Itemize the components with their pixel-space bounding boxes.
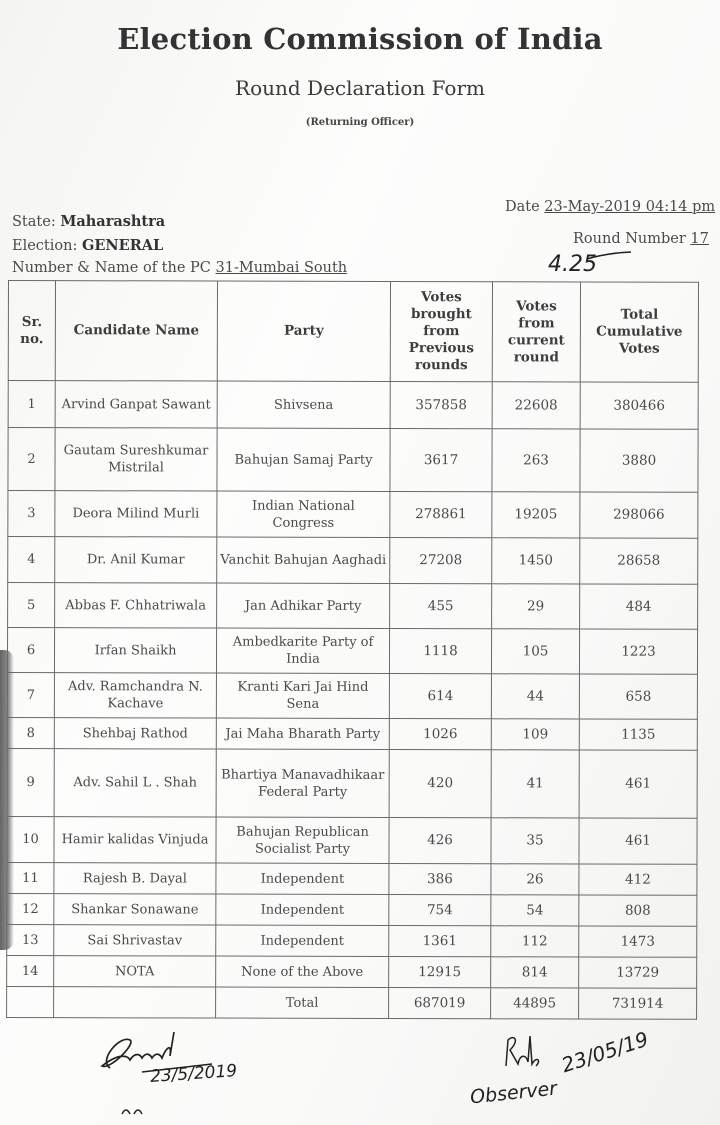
previous-votes-cell: 614 — [389, 674, 491, 719]
total-votes-cell: 298066 — [580, 492, 698, 538]
date-label: Date — [505, 199, 540, 215]
table-row — [8, 428, 698, 493]
candidate-name-cell: Rajesh B. Dayal — [54, 863, 216, 894]
candidate-name-cell: Hamir kalidas Vinjuda — [54, 817, 216, 863]
observer-signature — [500, 1030, 560, 1070]
pc-label: Number & Name of the PC — [12, 260, 211, 276]
total-current: 44895 — [491, 988, 579, 1019]
total-sr-cell — [7, 986, 54, 1017]
form-subtitle: Round Declaration Form — [235, 76, 485, 100]
table-row — [7, 717, 697, 750]
party-cell: Bhartiya Manavadhikaar Federal Party — [216, 749, 389, 817]
handwritten-time: 4.25 — [548, 252, 597, 277]
candidate-name-cell: Deora Milind Murli — [55, 491, 217, 537]
current-votes-cell: 22608 — [492, 382, 580, 429]
current-votes-cell: 29 — [492, 584, 580, 629]
total-votes-cell: 1473 — [579, 926, 697, 957]
table-row — [8, 537, 698, 585]
party-cell: Ambedkarite Party of India — [216, 628, 389, 673]
observer-sign-date: 23/05/19 — [558, 1026, 652, 1078]
current-votes-cell: 105 — [491, 629, 579, 674]
candidate-name-cell: Dr. Anil Kumar — [55, 537, 217, 583]
total-votes-cell: 808 — [579, 895, 697, 926]
table-row — [8, 491, 698, 539]
state-label: State: — [12, 214, 56, 230]
current-votes-cell: 41 — [491, 750, 579, 818]
previous-votes-cell: 357858 — [390, 382, 492, 429]
total-cumulative: 731914 — [579, 988, 697, 1019]
round-value: 17 — [690, 231, 709, 247]
total-votes-cell: 461 — [579, 818, 697, 864]
current-votes-cell: 35 — [491, 818, 579, 864]
previous-votes-cell: 278861 — [390, 492, 492, 538]
previous-votes-cell: 1026 — [389, 718, 491, 749]
sr-cell: 2 — [8, 428, 55, 491]
current-votes-cell: 44 — [491, 674, 579, 719]
current-votes-cell: 263 — [492, 429, 580, 492]
party-cell: Bahujan Republican Socialist Party — [216, 817, 389, 863]
sr-cell: 13 — [7, 924, 54, 955]
election-field — [12, 237, 163, 254]
table-row — [8, 583, 698, 630]
table-row — [7, 816, 697, 864]
officer-role: (Returning Officer) — [305, 117, 415, 128]
candidate-name-cell: Abbas F. Chhatriwala — [55, 583, 217, 628]
table-row — [7, 628, 697, 675]
total-votes-cell: 28658 — [580, 538, 698, 584]
total-votes-cell: 13729 — [579, 957, 697, 988]
votes-table — [6, 280, 699, 1020]
party-cell: Independent — [216, 925, 389, 956]
previous-votes-cell: 27208 — [390, 538, 492, 584]
table-row — [7, 955, 697, 988]
candidate-name-cell: Sai Shrivastav — [54, 925, 216, 956]
sr-cell: 12 — [7, 893, 54, 924]
table-row — [7, 862, 697, 895]
total-row — [7, 986, 697, 1019]
sr-cell: 4 — [8, 537, 55, 583]
column-header: Candidate Name — [55, 281, 217, 381]
party-cell: Vanchit Bahujan Aaghadi — [217, 537, 390, 583]
candidate-name-cell: NOTA — [54, 956, 216, 987]
party-cell: Jan Adhikar Party — [217, 583, 390, 628]
table-row — [8, 381, 698, 430]
state-value: Maharashtra — [60, 213, 166, 230]
total-votes-cell: 461 — [579, 750, 697, 818]
sr-cell: 9 — [7, 748, 54, 816]
total-votes-cell: 1223 — [579, 629, 697, 674]
total-votes-cell: 658 — [579, 674, 697, 719]
total-votes-cell: 412 — [579, 864, 697, 895]
returning-officer-sign-date: 23/5/2019 — [149, 1060, 238, 1088]
round-label: Round Number — [573, 231, 686, 247]
previous-votes-cell: 1361 — [389, 925, 491, 956]
current-votes-cell: 1450 — [492, 538, 580, 584]
table-header-row — [8, 281, 698, 383]
election-label: Election: — [12, 238, 78, 254]
previous-votes-cell: 455 — [390, 584, 492, 629]
sr-cell: 10 — [7, 816, 54, 862]
party-cell: Independent — [216, 863, 389, 894]
candidate-name-cell: Shankar Sonawane — [54, 894, 216, 925]
candidate-name-cell: Gautam Sureshkumar Mistrilal — [55, 428, 217, 491]
column-header: Party — [217, 281, 390, 381]
candidate-name-cell: Shehbaj Rathod — [54, 718, 216, 749]
party-cell: Kranti Kari Jai Hind Sena — [216, 673, 389, 718]
party-cell: None of the Above — [216, 956, 389, 987]
party-cell: Independent — [216, 894, 389, 925]
total-votes-cell: 484 — [580, 584, 698, 629]
total-previous: 687019 — [389, 987, 491, 1018]
candidate-name-cell: Irfan Shaikh — [54, 628, 216, 673]
sr-cell: 11 — [7, 862, 54, 893]
party-cell: Shivsena — [217, 381, 390, 428]
pc-field — [12, 260, 347, 276]
party-cell: Bahujan Samaj Party — [217, 428, 390, 491]
sr-cell: 1 — [8, 381, 55, 428]
candidate-name-cell: Adv. Sahil L . Shah — [54, 749, 216, 817]
pc-value: 31-Mumbai South — [215, 260, 348, 276]
previous-votes-cell: 12915 — [389, 956, 491, 987]
current-votes-cell: 112 — [491, 926, 579, 957]
column-header: Total Cumulative Votes — [580, 282, 698, 382]
total-votes-cell: 3880 — [580, 429, 698, 492]
table-row — [7, 924, 697, 957]
table-row — [7, 672, 697, 719]
total-votes-cell: 380466 — [580, 382, 698, 429]
sr-cell: 6 — [7, 628, 54, 673]
current-votes-cell: 54 — [491, 895, 579, 926]
total-label: Total — [216, 987, 389, 1018]
candidate-name-cell: Adv. Ramchandra N. Kachave — [54, 673, 216, 718]
previous-votes-cell: 754 — [389, 894, 491, 925]
date-value: 23-May-2019 04:14 pm — [544, 199, 716, 215]
sr-cell: 8 — [7, 717, 54, 748]
table-row — [7, 748, 697, 818]
election-value: GENERAL — [81, 237, 164, 254]
current-votes-cell: 814 — [491, 957, 579, 988]
previous-votes-cell: 426 — [389, 817, 491, 863]
state-field — [12, 213, 165, 230]
handwritten-stroke — [585, 250, 635, 262]
party-cell: Indian National Congress — [217, 491, 390, 537]
sr-cell: 14 — [7, 955, 54, 986]
current-votes-cell: 19205 — [492, 492, 580, 538]
current-votes-cell: 26 — [491, 864, 579, 895]
column-header: Votes brought from Previous rounds — [390, 282, 492, 382]
previous-votes-cell: 386 — [389, 863, 491, 894]
previous-votes-cell: 1118 — [389, 629, 491, 674]
total-votes-cell: 1135 — [579, 719, 697, 750]
page-title: Election Commission of India — [117, 22, 603, 56]
sr-cell: 5 — [8, 583, 55, 628]
round-field — [573, 231, 709, 247]
sr-cell: 3 — [8, 491, 55, 537]
previous-votes-cell: 3617 — [390, 429, 492, 492]
total-name-cell — [54, 987, 216, 1018]
candidate-name-cell: Arvind Ganpat Sawant — [55, 381, 217, 428]
column-header: Sr. no. — [8, 281, 55, 381]
party-cell: Jai Maha Bharath Party — [216, 718, 389, 749]
current-votes-cell: 109 — [491, 719, 579, 750]
column-header: Votes from current round — [492, 282, 580, 382]
observer-label: Observer — [469, 1077, 559, 1109]
previous-votes-cell: 420 — [389, 749, 491, 817]
sr-cell: 7 — [7, 672, 54, 717]
date-field — [505, 199, 715, 215]
table-row — [7, 893, 697, 926]
